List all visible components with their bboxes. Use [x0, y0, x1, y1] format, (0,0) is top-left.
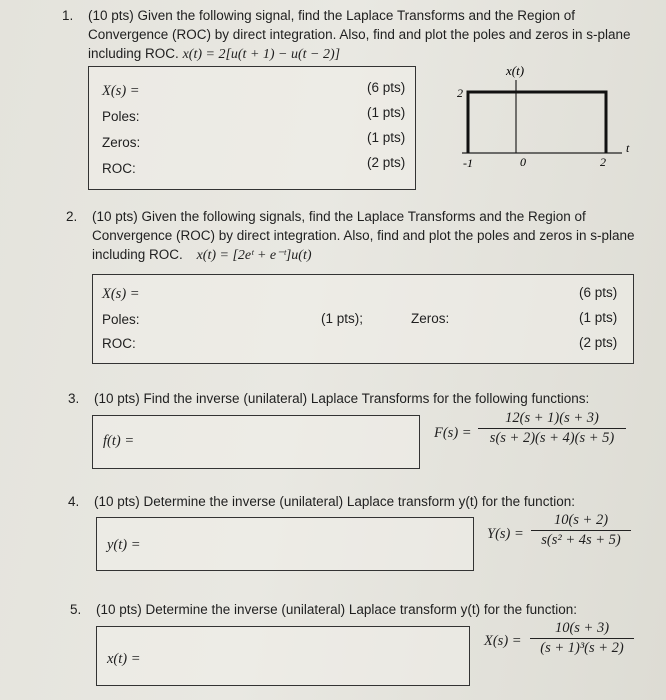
question-text-line2: Convergence (ROC) by direct integration. Also, find and plot the poles and zeros in s-plane — [88, 27, 631, 42]
roc-label: ROC: — [102, 161, 136, 176]
question-5 — [70, 600, 660, 620]
roc-label: ROC: — [102, 336, 136, 351]
answer-label: f(t) = — [103, 433, 135, 449]
plot-title: x(t) — [506, 63, 525, 78]
transform-fraction — [530, 620, 634, 657]
fraction-numerator: 12(s + 1)(s + 3) — [505, 410, 599, 426]
fraction-numerator: 10(s + 3) — [554, 620, 610, 636]
zeros-points: (1 pts) — [367, 130, 406, 145]
question-2 — [66, 207, 666, 267]
question-1 — [62, 6, 662, 66]
answer-label: y(t) = — [107, 537, 141, 553]
question-number: 4. — [68, 494, 80, 509]
question-text: (10 pts) Find the inverse (unilateral) Laplace Transforms for the following functions: — [94, 391, 590, 406]
poles-label: Poles: — [102, 109, 140, 124]
question-text-line1: (10 pts) Given the following signal, find the Laplace Transforms and the Region of — [88, 8, 576, 23]
question-text: (10 pts) Determine the inverse (unilateral) Laplace transform y(t) for the function: — [96, 602, 577, 617]
signal-plot — [440, 60, 640, 175]
fraction-bar — [530, 638, 634, 639]
signal-equation: x(t) = 2[u(t + 1) − u(t − 2)] — [182, 47, 341, 62]
zeros-points: (1 pts) — [579, 310, 618, 325]
x-tick-0: 0 — [520, 155, 526, 169]
fraction-denominator: (s + 1)³(s + 2) — [540, 640, 624, 656]
question-number: 3. — [68, 391, 80, 406]
question-4 — [68, 492, 658, 512]
transform-lhs: F(s) = — [434, 425, 472, 441]
roc-points: (2 pts) — [579, 335, 618, 350]
question-text-line3 — [92, 245, 312, 265]
poles-points: (1 pts); — [321, 311, 364, 326]
xs-label: X(s) = — [102, 83, 140, 99]
fraction-bar — [478, 428, 626, 429]
x-axis-label: t — [626, 141, 630, 155]
question-number: 2. — [66, 209, 78, 224]
fraction-bar — [531, 530, 631, 531]
poles-label: Poles: — [102, 312, 140, 327]
answer-label: x(t) = — [107, 651, 141, 667]
transform-fraction — [478, 410, 626, 447]
question-text-line2: Convergence (ROC) by direct integration. Also, find and plot the poles and zeros in s-plane — [92, 228, 635, 243]
xs-points: (6 pts) — [367, 80, 406, 95]
question-text: (10 pts) Determine the inverse (unilateral) Laplace transform y(t) for the function: — [94, 494, 575, 509]
poles-points: (1 pts) — [367, 105, 406, 120]
question-text-line3 — [88, 44, 340, 64]
zeros-label: Zeros: — [102, 135, 141, 150]
x-tick-2: 2 — [600, 155, 606, 169]
fraction-numerator: 10(s + 2) — [553, 512, 609, 528]
answer-box-q3[interactable] — [92, 415, 420, 469]
signal-equation: x(t) = [2eᵗ + e⁻ᵗ]u(t) — [196, 248, 312, 263]
xs-points: (6 pts) — [579, 285, 618, 300]
roc-points: (2 pts) — [367, 155, 406, 170]
answer-box-q2[interactable] — [92, 274, 634, 364]
question-number: 1. — [62, 8, 74, 23]
transform-lhs: X(s) = — [484, 633, 522, 649]
zeros-label: Zeros: — [411, 311, 450, 326]
question-text-line3-prefix: including ROC. — [92, 247, 183, 262]
xs-label: X(s) = — [102, 286, 140, 302]
question-number: 5. — [70, 602, 82, 617]
question-3 — [68, 389, 658, 409]
answer-box-q5[interactable] — [96, 626, 470, 686]
x-tick-neg1: -1 — [463, 156, 473, 170]
question-text-line3-prefix: including ROC. — [88, 46, 179, 61]
question-text-line1: (10 pts) Given the following signals, find the Laplace Transforms and the Region of — [92, 209, 586, 224]
answer-box-q4[interactable] — [96, 517, 474, 571]
y-tick-2: 2 — [457, 86, 463, 100]
fraction-denominator: s(s + 2)(s + 4)(s + 5) — [489, 430, 615, 446]
answer-box-q1[interactable] — [88, 66, 416, 190]
fraction-denominator: s(s² + 4s + 5) — [541, 532, 621, 548]
transform-fraction — [531, 512, 631, 549]
transform-lhs: Y(s) = — [487, 526, 524, 542]
pulse-signal — [468, 92, 606, 153]
